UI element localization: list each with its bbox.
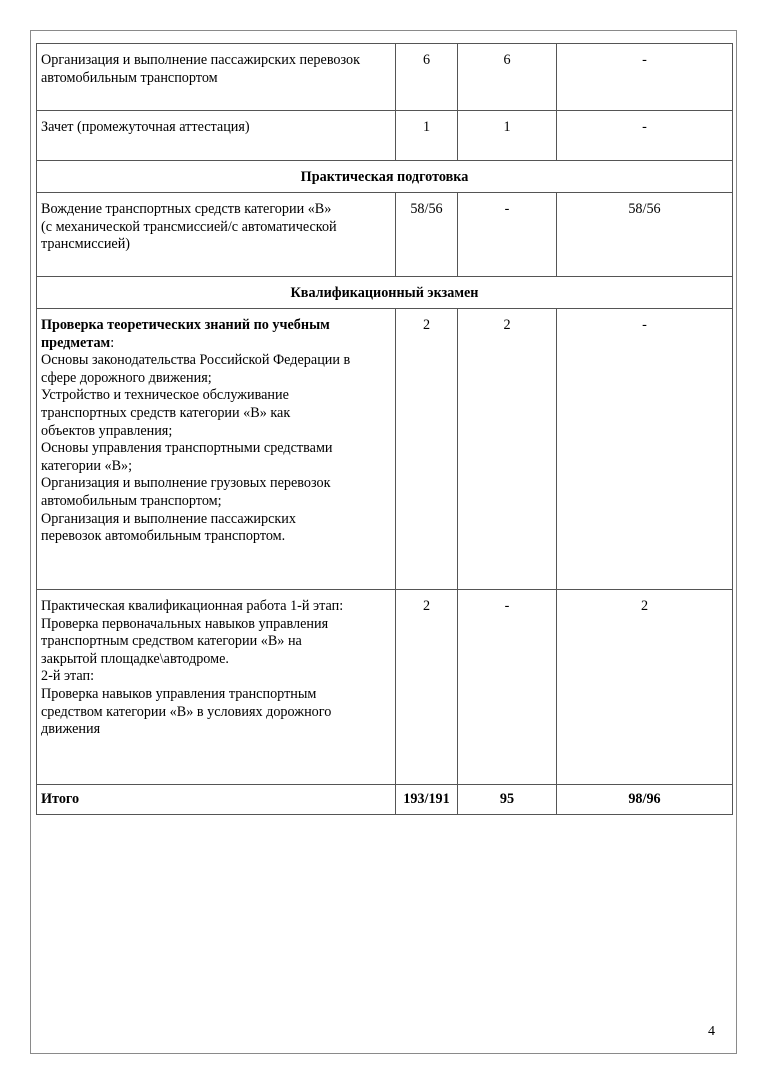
practice-hours-sum: 98/96 <box>557 785 733 815</box>
practice-hours: - <box>557 309 733 590</box>
total-hours: 2 <box>396 590 458 785</box>
total-hours-sum: 193/191 <box>396 785 458 815</box>
curriculum-table <box>36 43 733 815</box>
row-title: Проверка теоретических знаний по учебным предметам: Основы законодательства Российской Федерации в сфере дорожного движения; Устройство и техническое обслуживание транспортных средств категории «В» как объектов управления; Основы управления транспортными средствами категории «В»; Организация и выполнение грузовых перевозок автомобильным транспортом; Организация и выполнение пассажирских перевозок автомобильным транспортом. <box>37 309 396 590</box>
theory-hours: - <box>458 193 557 277</box>
total-hours: 1 <box>396 111 458 161</box>
table-row <box>37 111 733 161</box>
table-row <box>37 44 733 111</box>
total-hours: 6 <box>396 44 458 111</box>
row-title: Практическая квалификационная работа 1-й этап: Проверка первоначальных навыков управления транспортным средством категории «В» на закрытой площадке\автодроме. 2-й этап: Проверка навыков управления транспортным средством категории «В» в условиях дорожного движения <box>37 590 396 785</box>
theory-hours: 1 <box>458 111 557 161</box>
total-hours: 58/56 <box>396 193 458 277</box>
section-title: Квалификационный экзамен <box>37 277 733 309</box>
practice-hours: 2 <box>557 590 733 785</box>
table-row <box>37 309 733 590</box>
practice-hours: - <box>557 44 733 111</box>
total-hours: 2 <box>396 309 458 590</box>
section-row <box>37 277 733 309</box>
theory-hours: 2 <box>458 309 557 590</box>
section-row <box>37 161 733 193</box>
practice-hours: - <box>557 111 733 161</box>
row-title: Вождение транспортных средств категории «В» (с механической трансмиссией/с автоматической трансмиссией) <box>37 193 396 277</box>
table-row <box>37 193 733 277</box>
theory-hours: 6 <box>458 44 557 111</box>
section-title: Практическая подготовка <box>37 161 733 193</box>
theory-hours-sum: 95 <box>458 785 557 815</box>
row-title: Организация и выполнение пассажирских перевозок автомобильным транспортом <box>37 44 396 111</box>
totals-title: Итого <box>37 785 396 815</box>
totals-row <box>37 785 733 815</box>
practice-hours: 58/56 <box>557 193 733 277</box>
table-row <box>37 590 733 785</box>
theory-hours: - <box>458 590 557 785</box>
row-title: Зачет (промежуточная аттестация) <box>37 111 396 161</box>
page-number: 4 <box>708 1024 715 1039</box>
